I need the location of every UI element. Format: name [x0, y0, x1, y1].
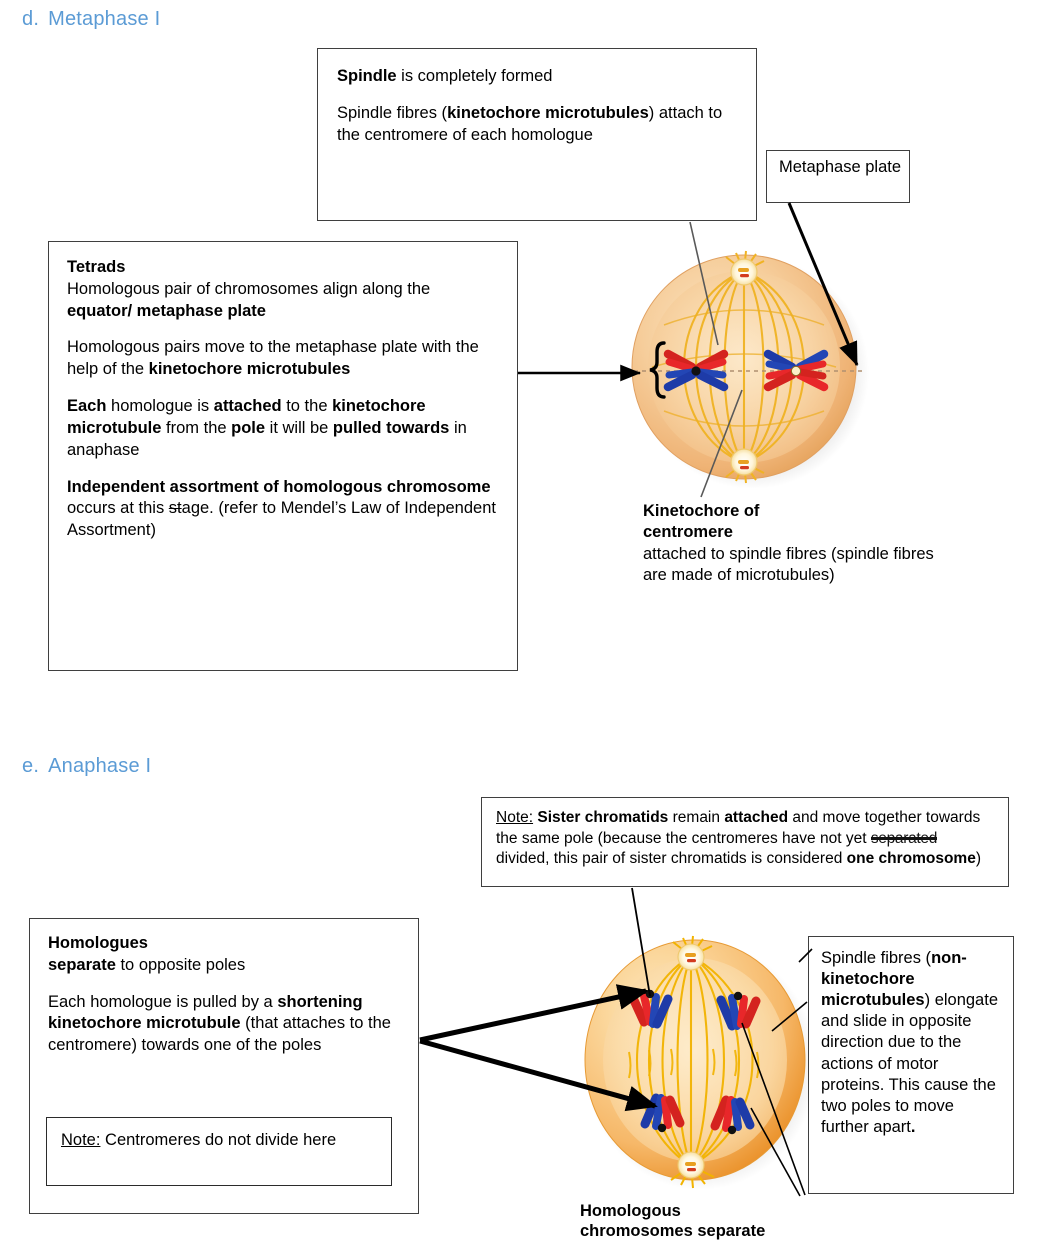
callout-note-sister-chromatids	[481, 797, 1009, 887]
spindle-fibres-text	[821, 948, 1003, 1138]
section-marker-d: d.	[22, 8, 40, 30]
tetrads-p3-b3: kinetochore microtubule	[67, 397, 426, 437]
homologues-p2-b: (that attaches to the centromere) towards one of the poles	[48, 1014, 391, 1055]
bottom-label-line-1: Homologous	[580, 1202, 681, 1220]
tetrads-p1-a: Homologous pair of chromosomes align along the	[67, 279, 431, 298]
sf-period: .	[910, 1117, 916, 1136]
tetrads-title-text: Tetrads	[67, 258, 126, 276]
sf-bold: non-kinetochore microtubules	[821, 949, 967, 1010]
tetrads-p3-d: it will be	[265, 418, 333, 437]
kinetochore-bold-1: Kinetochore of	[643, 502, 760, 520]
tetrads-p3-e: in anaphase	[67, 418, 467, 459]
spindle-p2-b: ) attach to the centromere of each homologue	[337, 103, 723, 144]
tetrads-p3-b5: pulled towards	[332, 418, 450, 437]
label-kinetochore-of-centromere	[643, 501, 943, 587]
tetrads-p3-a: homologue is	[106, 397, 214, 416]
note-t1: remain	[668, 809, 725, 826]
tetrads-p2	[67, 337, 499, 381]
callout-tetrads	[48, 241, 518, 671]
homologues-title-2	[48, 955, 402, 977]
sf-a: Spindle fibres (	[821, 949, 932, 967]
kinetochore-rest: attached to spindle fibres (spindle fibres are made of microtubules)	[643, 544, 934, 585]
section-heading-metaphase-i	[22, 8, 160, 31]
note-bold-2: attached	[724, 809, 789, 826]
tetrads-p4-b: age. (refer to Mendel’s Law of Independent Assortment)	[67, 499, 496, 540]
spindle-bold: Spindle	[337, 67, 397, 85]
tetrads-p3-b1: Each	[67, 397, 107, 416]
spindle-line-1	[337, 66, 737, 88]
homologues-p2	[48, 992, 402, 1057]
tetrads-p4	[67, 477, 499, 542]
tetrads-p3-b: to the	[281, 397, 333, 416]
callout-homologues-separate	[29, 918, 419, 1214]
note-t4: )	[975, 850, 982, 868]
inner-note-text	[61, 1130, 379, 1152]
inner-note-label: Note:	[61, 1131, 101, 1149]
label-homologous-chromosomes-separate	[580, 1201, 880, 1241]
callout-metaphase-plate	[766, 150, 910, 203]
anaphase-i-cell-diagram	[567, 930, 827, 1198]
homologues-p2-a: Each homologue is pulled by a	[48, 992, 278, 1011]
spindle-rest: is completely formed	[396, 67, 553, 85]
tetrads-p2-a: Homologous pairs move to the metaphase plate with the help of the	[67, 338, 479, 379]
metaphase-i-cell-diagram	[612, 245, 882, 495]
callout-note-centromeres	[46, 1117, 392, 1186]
homologues-separate-bold: separate	[48, 955, 116, 974]
bottom-label-line-2: chromosomes separate	[580, 1222, 766, 1241]
note-label: Note:	[496, 809, 534, 826]
tetrads-title	[67, 257, 499, 279]
metaphase-plate-text: Metaphase plate	[779, 158, 902, 176]
tetrads-p1-bold: equator/ metaphase plate	[67, 301, 266, 320]
section-heading-anaphase-i	[22, 755, 151, 778]
note-t3: divided, this pair of sister chromatids is considered	[496, 850, 847, 868]
tetrads-p1	[67, 279, 499, 323]
inner-note-body: Centromeres do not divide here	[100, 1131, 337, 1149]
tetrads-p4-a: occurs at this	[67, 499, 169, 518]
note-sister-text	[496, 808, 994, 870]
spindle-p2-bold: kinetochore microtubules	[447, 103, 649, 122]
callout-non-kinetochore-microtubules	[808, 936, 1014, 1194]
homologues-title-bold: Homologues	[48, 934, 148, 952]
tetrads-p3-b2: attached	[213, 397, 282, 416]
note-struck-word: separated	[870, 829, 938, 847]
homologues-title-1	[48, 933, 402, 955]
section-title-metaphase-i: Metaphase I	[48, 8, 161, 30]
tetrads-p3	[67, 396, 499, 461]
kinetochore-bold-2: centromere	[643, 523, 733, 542]
callout-spindle-formed	[317, 48, 757, 221]
spindle-line-2	[337, 103, 737, 147]
tetrads-p4-struck: st	[168, 499, 182, 518]
homologues-separate-rest: to opposite poles	[115, 955, 246, 974]
section-title-anaphase-i: Anaphase I	[48, 755, 152, 777]
note-t2: and move together towards the same pole (because the centromeres have not yet	[496, 809, 981, 847]
tetrads-p4-bold: Independent assortment of homologous chromosome	[67, 477, 491, 496]
tetrads-p2-bold: kinetochore microtubules	[148, 360, 351, 379]
homologues-p2-bold: shortening kinetochore microtubule	[48, 992, 363, 1033]
tetrads-p3-c: from the	[161, 418, 232, 437]
spindle-p2-a: Spindle fibres (	[337, 103, 448, 122]
section-marker-e: e.	[22, 755, 40, 777]
sf-b: ) elongate and slide in opposite direction due to the actions of motor proteins. This cause the two poles to move further apart	[821, 991, 998, 1136]
note-bold-1: Sister chromatids	[537, 809, 669, 826]
tetrads-p3-b4: pole	[231, 418, 266, 437]
note-bold-3: one chromosome	[846, 850, 976, 868]
